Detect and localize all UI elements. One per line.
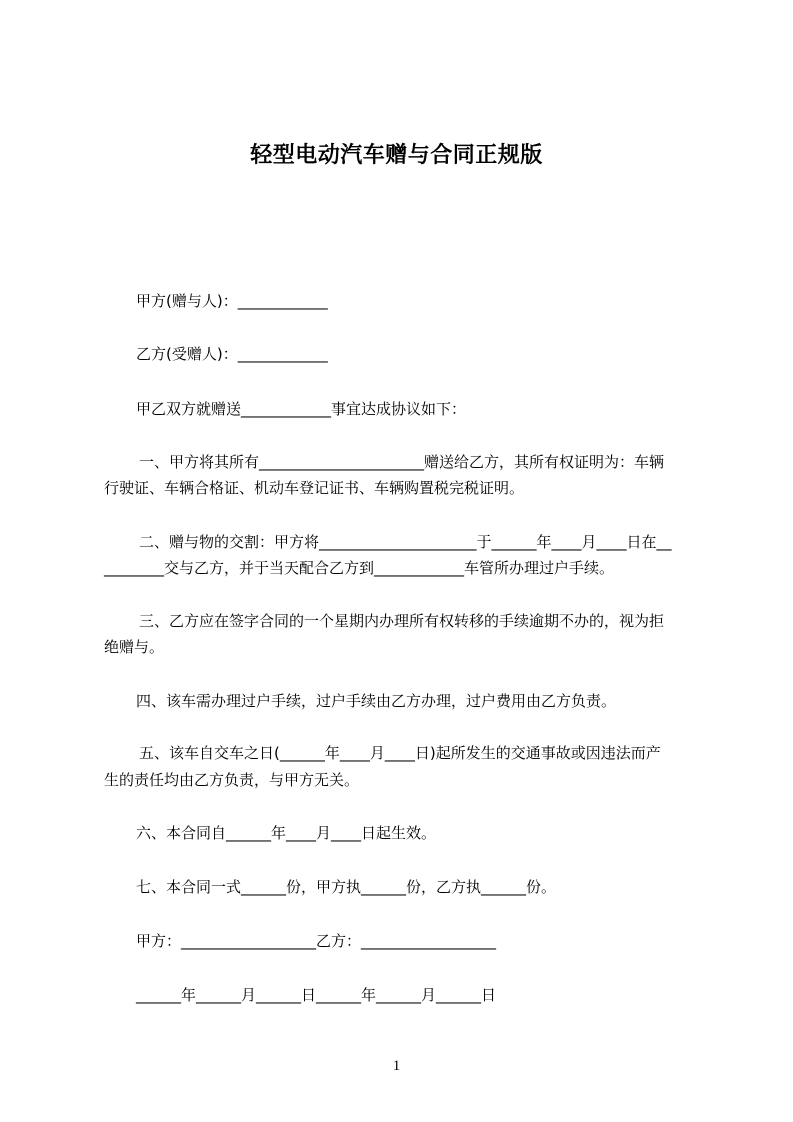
clause-5-line-2: 生的责任均由乙方负责，与甲方无关。 — [104, 771, 360, 789]
clause-2-line-2: ________交与乙方，并于当天配合乙方到____________车管所办理过户手续。 — [104, 559, 615, 577]
signature-line: 甲方：__________________乙方：__________________ — [136, 932, 497, 950]
preamble-line: 甲乙双方就赠送____________事宜达成协议如下： — [136, 400, 467, 418]
date-line: ______年______月______日______年______月______日 — [136, 986, 497, 1004]
clause-3-line-2: 绝赠与。 — [104, 638, 165, 656]
clause-4-line: 四、该车需办理过户手续，过户手续由乙方办理，过户费用由乙方负责。 — [136, 692, 617, 710]
clause-7-line: 七、本合同一式______份，甲方执______份，乙方执______份。 — [136, 878, 557, 896]
clause-3-line-1: 三、乙方应在签字合同的一个星期内办理所有权转移的手续逾期不办的，视为拒 — [139, 612, 665, 630]
clause-6-line: 六、本合同自______年____月____日起生效。 — [136, 824, 437, 842]
clause-2-line-1: 二、赠与物的交割：甲方将_____________________于______年____月____日在__ — [139, 533, 672, 551]
party-a-line: 甲方(赠与人)：____________ — [136, 292, 328, 310]
party-b-line: 乙方(受赠人)：____________ — [136, 345, 328, 363]
contract-title: 轻型电动汽车赠与合同正规版 — [250, 143, 543, 168]
clause-1-line-1: 一、甲方将其所有______________________赠送给乙方，其所有权证明为：车辆 — [139, 453, 665, 471]
page-number: 1 — [392, 1058, 401, 1074]
clause-5-line-1: 五、该车自交车之日(______年____月____日)起所发生的交通事故或因违法而产 — [139, 744, 661, 762]
clause-1-line-2: 行驶证、车辆合格证、机动车登记证书、车辆购置税完税证明。 — [104, 479, 525, 497]
